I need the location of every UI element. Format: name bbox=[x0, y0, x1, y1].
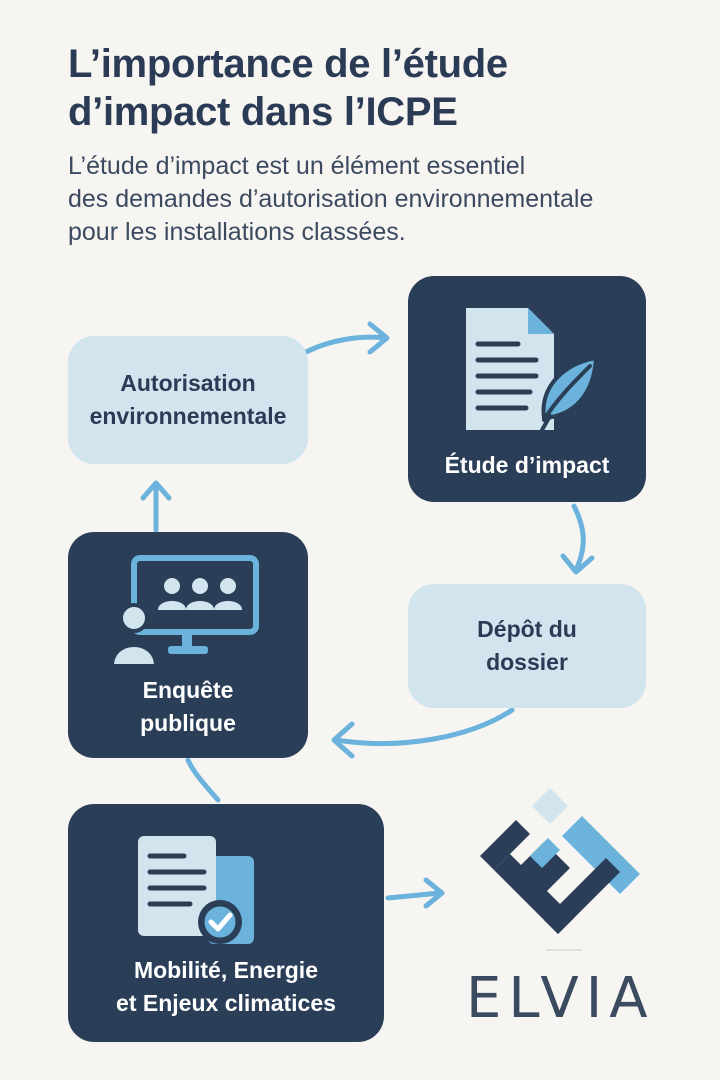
arrow-depot-to-enquete bbox=[336, 710, 512, 743]
title-line-1: L’importance de l’étude bbox=[68, 42, 508, 86]
arrow-mobilite-to-enquete bbox=[188, 760, 218, 800]
arrow-etude-to-depot bbox=[574, 506, 583, 570]
step-mobilite-energie-climat bbox=[68, 804, 384, 1042]
arrow-mobilite-to-logo bbox=[388, 893, 440, 898]
elvia-logo-mark bbox=[470, 780, 660, 960]
step-mobilite-label-1: Mobilité, Energie bbox=[133, 957, 318, 983]
step-mobilite-label-2: et Enjeux climatices bbox=[116, 990, 336, 1016]
document-leaf-icon bbox=[456, 304, 606, 434]
step-etude-label: Étude d’impact bbox=[444, 452, 610, 478]
step-depot-dossier bbox=[408, 584, 646, 708]
subtitle-line-2: des demandes d’autorisation environnementale bbox=[68, 185, 594, 213]
step-depot-label-1: Dépôt du bbox=[477, 616, 577, 642]
subtitle-line-1: L’étude d’impact est un élément essentiel bbox=[68, 152, 526, 180]
step-enquete-publique bbox=[68, 532, 308, 758]
step-autorisation-label-1: Autorisation bbox=[120, 370, 256, 396]
step-depot-label-2: dossier bbox=[486, 649, 568, 675]
title-line-2: d’impact dans l’ICPE bbox=[68, 90, 458, 134]
public-meeting-icon bbox=[112, 552, 272, 672]
document-check-icon bbox=[134, 834, 264, 954]
step-etude-impact bbox=[408, 276, 646, 502]
subtitle-line-3: pour les installations classées. bbox=[68, 218, 406, 246]
step-enquete-label-2: publique bbox=[140, 710, 236, 736]
step-autorisation-environnementale bbox=[68, 336, 308, 464]
step-enquete-label-1: Enquête bbox=[142, 677, 234, 703]
step-autorisation-label-2: environnementale bbox=[89, 403, 287, 429]
elvia-logo-text: ELVIA bbox=[466, 966, 655, 1031]
